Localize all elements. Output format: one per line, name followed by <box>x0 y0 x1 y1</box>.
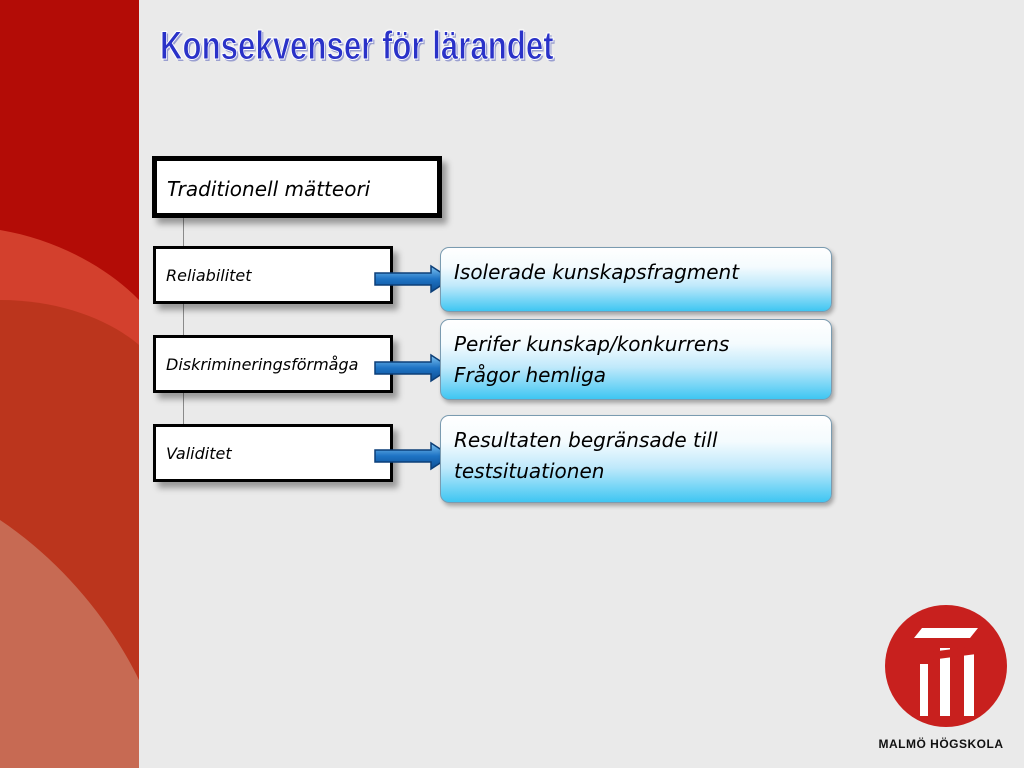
concept-label: Diskrimineringsförmåga <box>166 355 359 374</box>
concept-label: Reliabilitet <box>166 266 252 285</box>
left-decorative-band <box>0 0 139 768</box>
consequence-line: Resultaten begränsade till <box>454 428 718 452</box>
consequence-box-2 <box>440 319 832 400</box>
slide-title: Konsekvenser för lärandet <box>160 24 554 68</box>
logo-wordmark: MALMÖ HÖGSKOLA <box>878 737 1004 751</box>
consequence-box-1 <box>440 247 832 312</box>
concept-box-diskrimineringsformaga <box>153 335 393 393</box>
consequence-line: Perifer kunskap/konkurrens <box>454 332 730 356</box>
concept-box-validitet <box>153 424 393 482</box>
consequence-line: Isolerade kunskapsfragment <box>454 260 740 284</box>
root-node-box <box>152 156 442 218</box>
consequence-line: testsituationen <box>454 459 605 483</box>
concept-box-reliabilitet <box>153 246 393 304</box>
consequence-line: Frågor hemliga <box>454 363 607 387</box>
root-node-label: Traditionell mätteori <box>167 177 371 201</box>
malmo-hogskola-logo-icon <box>874 604 1024 754</box>
concept-label: Validitet <box>166 444 232 463</box>
consequence-box-3 <box>440 415 832 503</box>
